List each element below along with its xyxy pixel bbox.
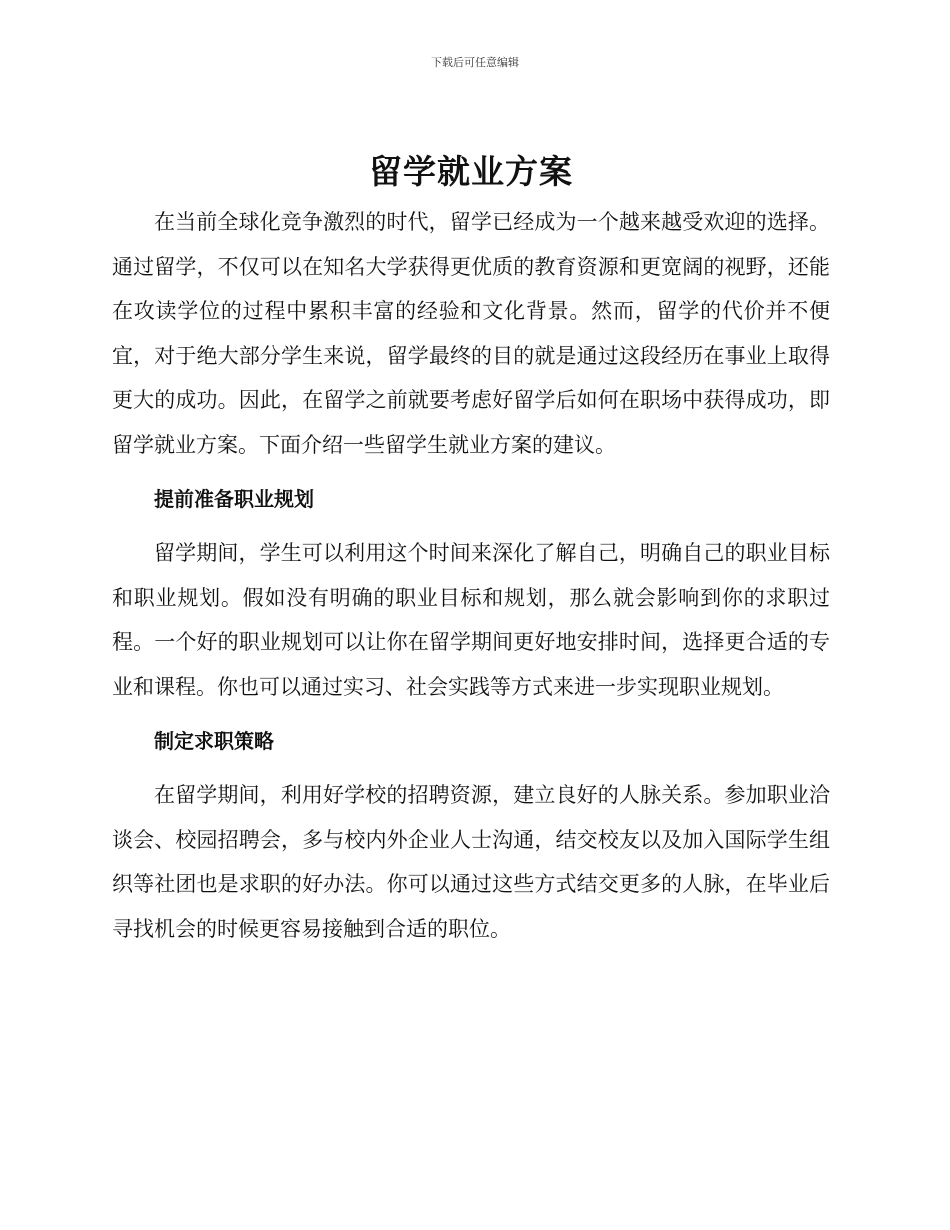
section-heading: 提前准备职业规划 [154,487,314,511]
section-heading: 制定求职策略 [154,729,274,753]
section-career-planning [112,481,830,709]
section-paragraph: 留学期间，学生可以利用这个时间来深化了解自己，明确自己的职业目标和职业规划。假如没有明确的职业目标和规划，那么就会影响到你的求职过程。一个好的职业规划可以让你在留学期间更好地安排时间，选择更合适的专业和课程。你也可以通过实习、社会实践等方式来进一步实现职业规划。 [112,541,830,699]
header-note: 下载后可任意编辑 [431,56,519,69]
section-job-strategy [112,723,830,951]
section-paragraph: 在留学期间，利用好学校的招聘资源，建立良好的人脉关系。参加职业洽谈会、校园招聘会，多与校内外企业人士沟通，结交校友以及加入国际学生组织等社团也是求职的好办法。你可以通过这些方式结交更多的人脉，在毕业后寻找机会的时候更容易接触到合适的职位。 [112,783,830,941]
document-body [112,148,830,951]
document-title: 留学就业方案 [369,152,573,191]
intro-paragraph: 在当前全球化竞争激烈的时代，留学已经成为一个越来越受欢迎的选择。通过留学，不仅可以在知名大学获得更优质的教育资源和更宽阔的视野，还能在攻读学位的过程中累积丰富的经验和文化背景。然而，留学的代价并不便宜，对于绝大部分学生来说，留学最终的目的就是通过这段经历在事业上取得更大的成功。因此，在留学之前就要考虑好留学后如何在职场中获得成功，即留学就业方案。下面介绍一些留学生就业方案的建议。 [112,210,830,457]
